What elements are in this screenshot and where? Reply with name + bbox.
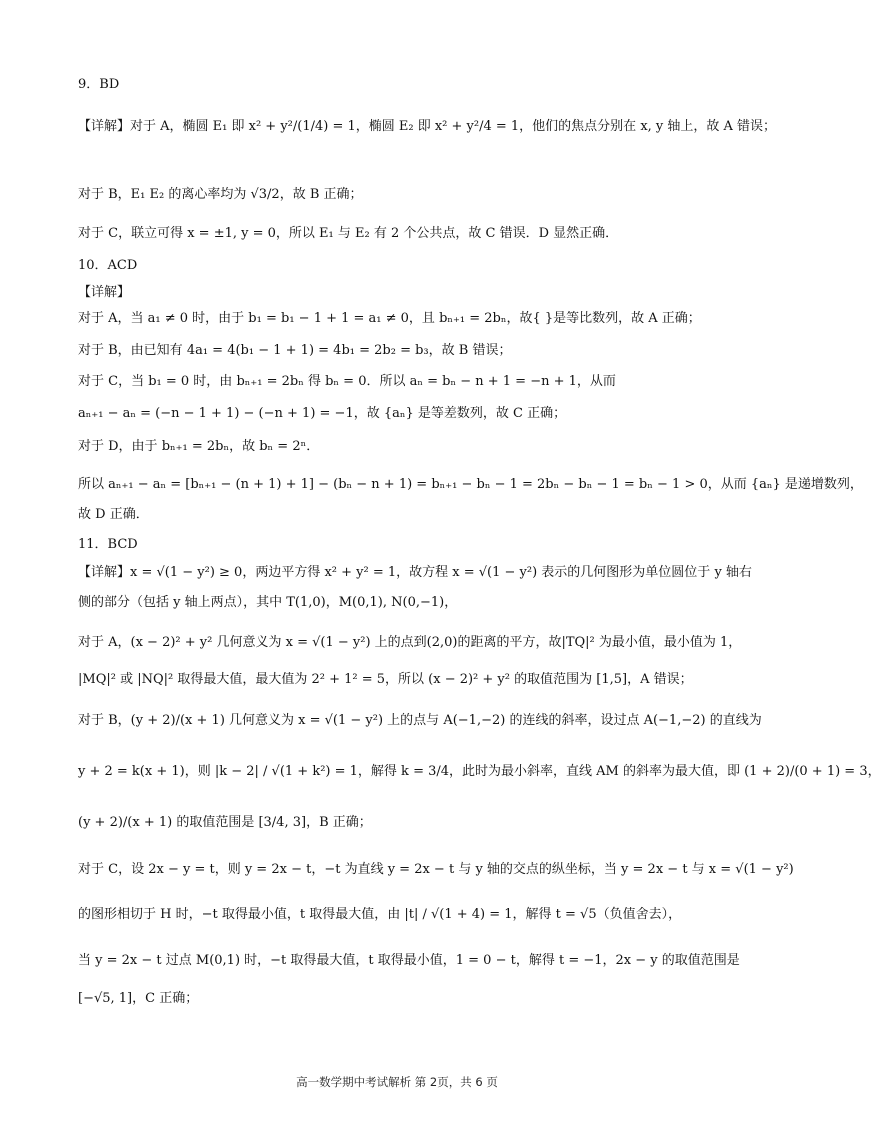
answer-10-d-end: 故 D 正确．: [78, 507, 149, 522]
answer-9-b: 对于 B，E₁ E₂ 的离心率均为 √3/2，故 B 正确；: [78, 187, 363, 202]
answer-11-c-range: [−√5, 1]，C 正确；: [78, 991, 199, 1006]
answer-10-detail-label: 【详解】: [78, 285, 131, 300]
answer-10-c-cont: aₙ₊₁ − aₙ = (−n − 1 + 1) − (−n + 1) = −1，故 {aₙ} 是等差数列，故 C 正确；: [78, 406, 567, 421]
answer-11-detail-cont: 侧的部分（包括 y 轴上两点），其中 T(1,0)，M(0,1), N(0,−1)，: [78, 595, 458, 610]
answer-10-d: 对于 D，由于 bₙ₊₁ = 2bₙ，故 bₙ = 2ⁿ．: [78, 439, 320, 454]
answer-9-detail: 【详解】对于 A，椭圆 E₁ 即 x² + y²/(1/4) = 1，椭圆 E₂ 即 x² + y²/4 = 1，他们的焦点分别在 x, y 轴上，故 A 错误；: [78, 119, 777, 134]
answer-11-c-cont: 的图形相切于 H 时，−t 取得最小值，t 取得最大值，由 |t| / √(1 + 4) = 1，解得 t = √5（负值舍去），: [78, 907, 682, 922]
answer-11-b-range: (y + 2)/(x + 1) 的取值范围是 [3/4, 3]，B 正确；: [78, 815, 372, 830]
answer-11-a-cont: |MQ|² 或 |NQ|² 取得最大值，最大值为 2² + 1² = 5，所以 (x − 2)² + y² 的取值范围为 [1,5]，A 错误；: [78, 672, 693, 687]
answer-11-a: 对于 A，(x − 2)² + y² 几何意义为 x = √(1 − y²) 上的点到(2,0)的距离的平方，故|TQ|² 为最小值，最小值为 1，: [78, 635, 742, 650]
answer-11-heading: 11．BCD: [78, 537, 138, 552]
answer-9-heading: 9．BD: [78, 77, 120, 92]
answer-10-b: 对于 B，由已知有 4a₁ = 4(b₁ − 1 + 1) = 4b₁ = 2b₂ = b₃，故 B 错误；: [78, 343, 512, 358]
answer-10-c: 对于 C，当 b₁ = 0 时，由 bₙ₊₁ = 2bₙ 得 bₙ = 0．所以 aₙ = bₙ − n + 1 = −n + 1，从而: [78, 374, 616, 389]
answer-11-b: 对于 B，(y + 2)/(x + 1) 几何意义为 x = √(1 − y²) 上的点与 A(−1,−2) 的连线的斜率，设过点 A(−1,−2) 的直线为: [78, 713, 762, 728]
answer-11-b-cont: y + 2 = k(x + 1)，则 |k − 2| / √(1 + k²) = 1，解得 k = 3/4，此时为最小斜率，直线 AM 的斜率为最大值，即 (1 + 2)/(0 + 1) = 3，: [78, 764, 881, 779]
answer-11-c-cont2: 当 y = 2x − t 过点 M(0,1) 时，−t 取得最大值，t 取得最小值，1 = 0 − t，解得 t = −1，2x − y 的取值范围是: [78, 953, 740, 968]
page-footer: 高一数学期中考试解析 第 2页，共 6 页: [296, 1075, 498, 1089]
answer-11-detail: 【详解】x = √(1 − y²) ≥ 0，两边平方得 x² + y² = 1，故方程 x = √(1 − y²) 表示的几何图形为单位圆位于 y 轴右: [78, 565, 752, 580]
answer-11-c: 对于 C，设 2x − y = t，则 y = 2x − t，−t 为直线 y = 2x − t 与 y 轴的交点的纵坐标，当 y = 2x − t 与 x = √(1 − y²): [78, 862, 794, 877]
answer-10-a: 对于 A，当 a₁ ≠ 0 时，由于 b₁ = b₁ − 1 + 1 = a₁ ≠ 0，且 bₙ₊₁ = 2bₙ，故{ }是等比数列，故 A 正确；: [78, 311, 701, 326]
answer-9-c: 对于 C，联立可得 x = ±1, y = 0，所以 E₁ 与 E₂ 有 2 个公共点，故 C 错误．D 显然正确．: [78, 226, 619, 241]
answer-10-heading: 10．ACD: [78, 258, 138, 273]
answer-10-d-cont: 所以 aₙ₊₁ − aₙ = [bₙ₊₁ − (n + 1) + 1] − (bₙ − n + 1) = bₙ₊₁ − bₙ − 1 = 2bₙ − bₙ − 1 = bₙ − 1 > 0，从而 {aₙ} 是递增数列，: [78, 477, 863, 492]
